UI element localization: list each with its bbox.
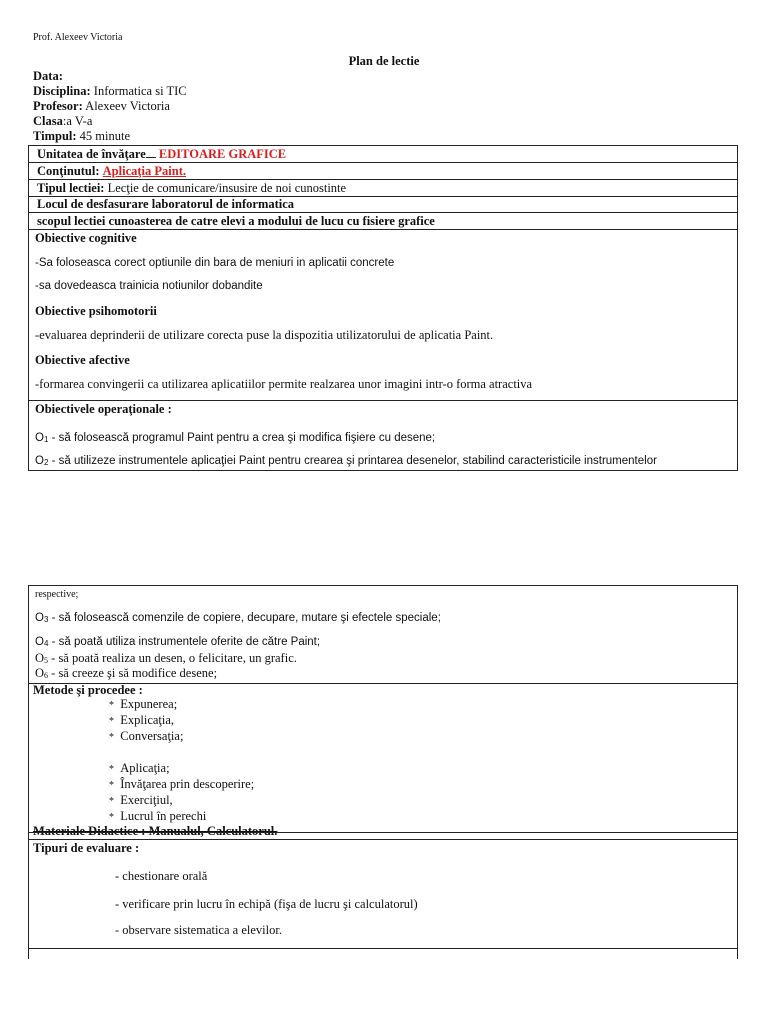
bullet-1: * bbox=[109, 700, 114, 711]
o1-label: O bbox=[35, 432, 44, 444]
psihomotorii-item-1: -evaluarea deprinderii de utilizare corecta puse la dispozitia utilizatorului de aplicatia Paint. bbox=[35, 328, 494, 342]
objective-o1 bbox=[35, 431, 435, 447]
bullet-3: * bbox=[109, 732, 114, 743]
bullet-4: * bbox=[109, 764, 114, 775]
metode-item bbox=[109, 761, 170, 777]
profesor-value: Alexeev Victoria bbox=[82, 99, 170, 113]
metode-item-1: Expunerea; bbox=[120, 697, 178, 711]
operational-objectives-cell bbox=[29, 401, 737, 471]
divider-tipuri bbox=[29, 839, 737, 840]
data-line bbox=[33, 69, 187, 84]
cognitive-item-2: -sa dovedeasca trainicia notiunilor dobandite bbox=[35, 280, 263, 292]
bullet-7: * bbox=[109, 812, 114, 823]
ob-psihomotorii-heading: Obiective psihomotorii bbox=[35, 304, 157, 318]
materiale-didactice: Materiale Didactice : Manualul, Calculatorul. bbox=[33, 824, 278, 838]
objective-o4 bbox=[35, 636, 320, 648]
objective-o6 bbox=[35, 666, 217, 683]
o1-text: - să folosească programul Paint pentru a crea şi modifica fişiere cu desene; bbox=[48, 432, 436, 444]
metode-item-4: Aplicaţia; bbox=[120, 761, 170, 775]
bullet-5: * bbox=[109, 780, 114, 791]
o4-label: O bbox=[35, 636, 44, 648]
o5-text: - să poată realiza un desen, o felicitare, un grafic. bbox=[48, 651, 297, 665]
unitatea-row bbox=[29, 146, 737, 163]
o1-sub: 1 bbox=[43, 435, 49, 444]
eval-item-3: - observare sistematica a elevilor. bbox=[115, 923, 282, 937]
cognitive-item-1: -Sa foloseasca corect optiunile din bara de meniuri in aplicatii concrete bbox=[35, 257, 395, 269]
eval-item-1: - chestionare orală bbox=[115, 869, 208, 883]
o5-sub: 5 bbox=[44, 656, 49, 665]
metode-item-3: Conversaţia; bbox=[120, 729, 184, 743]
tipuri-heading: Tipuri de evaluare : bbox=[33, 841, 140, 855]
eval-item-2: - verificare prin lucru în echipă (fişa de lucru şi calculatorul) bbox=[115, 897, 418, 911]
page-title: Plan de lectie bbox=[348, 54, 420, 68]
o6-text: - să creeze şi să modifice desene; bbox=[48, 666, 218, 680]
objective-o3 bbox=[35, 612, 441, 624]
metode-item bbox=[109, 777, 254, 793]
clasa-value: :a V-a bbox=[62, 114, 93, 128]
disciplina-label: Disciplina: bbox=[33, 84, 91, 98]
timpul-label: Timpul: bbox=[33, 129, 77, 143]
o6-sub: 6 bbox=[44, 671, 49, 680]
metode-item-2: Explicaţia, bbox=[120, 713, 175, 727]
locul-row: Locul de desfasurare laboratorul de informatica bbox=[29, 197, 737, 213]
o2-label: O bbox=[35, 455, 44, 467]
objectives-cell bbox=[29, 230, 737, 401]
ob-afective-heading: Obiective afective bbox=[35, 353, 130, 367]
divider-bottom bbox=[29, 948, 737, 949]
metode-item-7: Lucrul în perechi bbox=[120, 809, 207, 823]
ob-cognitive-heading: Obiective cognitive bbox=[35, 231, 137, 245]
unitatea-value: EDITOARE GRAFICE bbox=[158, 147, 287, 161]
clasa-line bbox=[33, 114, 187, 129]
metode-item-5: Învăţarea prin descoperire; bbox=[120, 777, 255, 791]
afective-item-1: -formarea convingerii ca utilizarea aplicatiilor permite realzarea unor imagini intr-o forma atractiva bbox=[35, 377, 533, 391]
scopul-row: scopul lectiei cunoasterea de catre elevi a modului de lucu cu fisiere grafice bbox=[29, 213, 737, 230]
o4-text: - să poată utiliza instrumentele oferite de către Paint; bbox=[48, 636, 321, 648]
metode-item bbox=[109, 697, 177, 713]
timpul-line bbox=[33, 129, 187, 144]
meta-block bbox=[33, 69, 187, 144]
continutul-row bbox=[29, 163, 737, 180]
unitatea-label: Unitatea de învăţare bbox=[37, 147, 146, 161]
disciplina-value: Informatica si TIC bbox=[90, 84, 187, 98]
tipul-row bbox=[29, 180, 737, 197]
metode-item bbox=[109, 793, 173, 809]
tipul-value: Lecţie de comunicare/insusire de noi cunostinte bbox=[104, 181, 347, 195]
data-label: Data: bbox=[33, 69, 63, 83]
divider-materiale bbox=[29, 832, 737, 833]
metode-item bbox=[109, 809, 206, 825]
timpul-value: 45 minute bbox=[76, 129, 131, 143]
ob-operationale-heading: Obiectivele operaţionale : bbox=[35, 402, 172, 416]
lesson-table bbox=[28, 145, 738, 471]
metode-item bbox=[109, 713, 174, 729]
continutul-value: Aplicaţia Paint. bbox=[102, 164, 186, 178]
o3-sub: 3 bbox=[43, 615, 49, 624]
metode-heading: Metode şi procedee : bbox=[33, 683, 143, 697]
bullet-6: * bbox=[109, 796, 114, 807]
continutul-label: Conţinutul: bbox=[37, 164, 100, 178]
tipul-label: Tipul lectiei: bbox=[37, 181, 105, 195]
o3-label: O bbox=[35, 612, 44, 624]
objective-o2 bbox=[35, 454, 657, 470]
profesor-label: Profesor: bbox=[33, 99, 83, 113]
profesor-line bbox=[33, 99, 187, 114]
clasa-label: Clasa bbox=[33, 114, 63, 128]
o2-text: - să utilizeze instrumentele aplicaţiei Paint pentru crearea şi printarea desenelor, stabilind caracteristicile instrumentelor bbox=[48, 455, 657, 467]
o4-sub: 4 bbox=[43, 639, 49, 648]
o3-text: - să folosească comenzile de copiere, decupare, mutare şi efectele speciale; bbox=[48, 612, 441, 624]
o5-label: O bbox=[35, 651, 45, 665]
metode-item bbox=[109, 729, 183, 745]
author-header: Prof. Alexeev Victoria bbox=[33, 32, 123, 43]
bullet-2: * bbox=[109, 716, 114, 727]
continued-text: respective; bbox=[35, 589, 79, 600]
o6-label: O bbox=[35, 666, 45, 680]
disciplina-line bbox=[33, 84, 187, 99]
o2-sub: 2 bbox=[43, 458, 49, 467]
metode-item-6: Exerciţiul, bbox=[120, 793, 173, 807]
lesson-table-continued bbox=[28, 585, 738, 959]
